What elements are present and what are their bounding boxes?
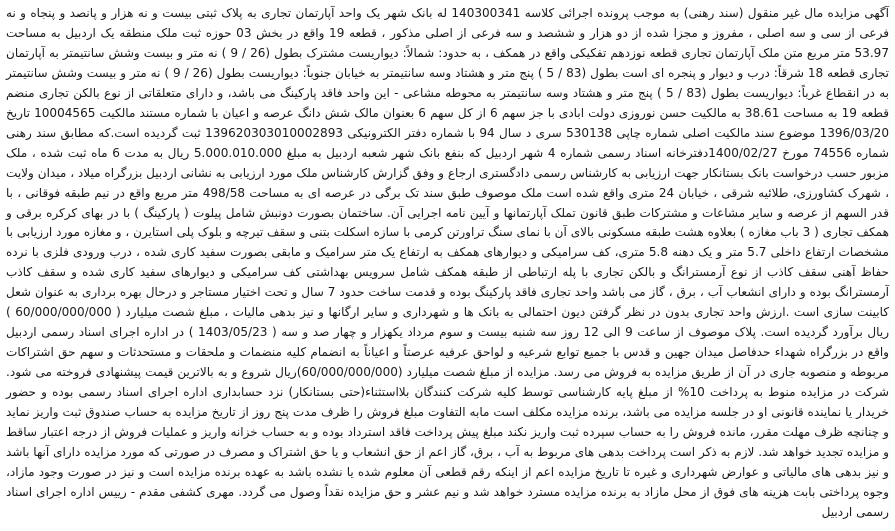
auction-notice-text: آگهی مزایده مال غیر منقول (سند رهنی) به موجب پرونده اجرائی کلاسه 140300341 له بانک شهر یک واحد آپارتمان تجاری به پلاک ثبتی بیست و نه هزار و پانصد و پنجاه و نه فرعی از سی و سه اصلی ، مفروز و مجزا شده از دو هزار و ششصد و سه فرعی از اصلی مذکور ، قطعه 19 واقع در بخش 03 حوزه ثبت ملک منطقه یک اردبیل به مساحت 53.97 متر مربع متن ملک آپارتمان تجاری قطعه نوزدهم تفکیکی واقع در همکف ، به حدود: شمالاً: دیواریست مشترک بطول (26 / 9 ) نه متر و بیست وشش سانتیمتر به آپارتمان تجاری قطعه 18 شرقاً: درب و دیوار و پنجره ای است بطول (83 / 5 ) پنج متر و هشتاد وسه سانتیمتر به خیابان جنوباً: دیواریست بطول (26 / 9 ) نه متر و بیست وشش سانتیمتر به در انقطاع غرباً: دیواریست بطول (83 / 5 ) پنج متر و هشتاد وسه سانتیمتر به محوطه مشاعی - این واحد فاقد پارکینگ می باشد، و دارای متعلقاتی از نوع بالکن تجاری منضم قطعه 19 به مساحت 38.61 به مالکیت حسن نوروزی دولت ابادی با جز سهم 6 از کل سهم 6 بعنوان مالک شش دانگ عرصه و اعیان با شماره مستند مالکیت 10004565 تاریخ 1396/03/20 موضوع سند مالکیت اصلی شماره چاپی 530138 سری د سال 94 با شماره دفتر الکترونیکی 139620303010002893 ثبت گردیده است.که مطابق سند رهنی شماره 74556 مورخ 1400/02/27دفترخانه اسناد رسمی شماره 4 شهر اردبیل که بنفع بانک شهر شعبه اردبیل به مبلغ 5.000.010.000 ریال به مدت 6 ماه ثبت شده ، ملک مزبور حسب درخواست بانک بستانکار جهت ارزیابی به کارشناس رسمی دادگستری ارجاع و وفق گزارش کارشناس ملک مورد ارزیابی به نشانی اردبیل بزرگراه میلاد ، میدان ولایت ، شهرک کشاورزی، طلائیه شرقی ، خیابان 24 متری واقع شده است ملک موصوف طبق سند تک برگی در عرصه ای به مساحت 498/58 متر مربع واقع در نیم طبقه فوقانی ، با قدر السهم از عرصه و سایر مشاعات و مشترکات طبق قانون تملک آپارتمانها و آیین نامه اجرایی آن. ساختمان بصورت دونبش شامل پیلوت ( پارکینگ ) با در بهای کرکره برقی و همکف تجاری ( 3 باب مغازه ) بعلاوه هشت طبقه مسکونی بالای آن با نمای سنگ تراورتن کرمی با سازه اسکلت بتنی و سقف تیرچه و بلوک پلی استایرن ، و مغازه مورد ارزیابی با مشخصات ارتفاع داخلی 5.7 متر و یک دهنه 5.8 متری، کف سرامیکی و دیوارهای همکف به ارتفاع یک متر سرامیک و مابقی بصورت سفید کاری شده ، درب ورودی فلزی با نرده حفاظ آهنی سقف کاذب از نوع آرمسترانگ و بالکن تجاری با پله ارتباطی از طبقه همکف شامل سرویس بهداشتی کف سرامیکی و دیوارهای سفید کاری شده و سقف کاذب آرمسترانگ بوده و دارای انشعاب آب ، برق ، گاز می باشد واحد تجاری فاقد پارکینگ بوده و قدمت ساخت حدود 7 سال و تحت اختیار مستاجر و درحال بهره برداری به عنوان شعل کابینت سازی است .ارزش واحد تجاری بدون در نظر گرفتن دیون احتمالی به بانک ها و شهرداری و سایر ارگانها و نیز بدهی مالیات ، مبلغ شصت میلیارد ( 60/000/000/000 ) ریال برآورد گردیده است. پلاک موصوف از ساعت 9 الی 12 روز سه شنبه بیست و سوم مرداد یکهزار و چهار صد و سه ( 1403/05/23 ) در اداره اجرای اسناد رسمی اردبیل واقع در بزرگراه شهداء حدفاصل میدان جهین و قدس با جمیع توابع شرعیه و لواحق عرفیه عرصتاً و اعیاناً به انضمام کلیه منضمات و ملحقات و مستحدثات و سهم حق اشتراکات مربوطه و منصوبه جاری در آن از طریق مزایده به فروش می رسد. مزایده از مبلغ شصت میلیارد (60/000/000/000)ریال شروع و به بالاترین قیمت پیشنهادی فروخته می شود. شرکت در مزایده منوط به پرداخت 10% از مبلغ پایه کارشناسی توسط کلیه شرکت کنندگان بلااستثناء(حتی بستانکار) نزد حسابداری اداره اجرای اسناد رسمی بوده و حضور خریدار یا نماینده قانونی او در جلسه مزایده می باشد، برنده مزایده مکلف است مابه التفاوت مبلغ فروش را ظرف مدت پنج روز از تاریخ مزایده به حساب صندوق ثبت واریز نماید و چنانچه ظرف مهلت مقرر، مانده فروش را به حساب سپرده ثبت واریز نکند مبلغ پیش پرداخت فاقد استرداد بوده و به حساب خزانه واریز و عملیات فروش از درجه اعتبار ساقط و مزایده تجدید خواهد شد. لازم به ذکر است پرداخت بدهی های مربوط به آب ، برق، گاز اعم از حق انشعاب و یا حق اشتراک و مصرف در صورتی که مورد مزایده دارای آنها باشد و نیز بدهی های مالیاتی و عوارض شهرداری و غیره تا تاریخ مزایده اعم از اینکه رقم قطعی آن معلوم شده یا نشده باشد به عهده برنده مزایده است و نیز در صورت وجود مازاد، وجوه پرداختی بابت هزینه های فوق از محل مازاد به برنده مزایده مسترد خواهد شد و نیم عشر و حق مزایده نقداً وصول می گردد. مهری کشفی مقدم - رییس اداره اجرای اسناد رسمی اردبیل [6, 6, 890, 519]
